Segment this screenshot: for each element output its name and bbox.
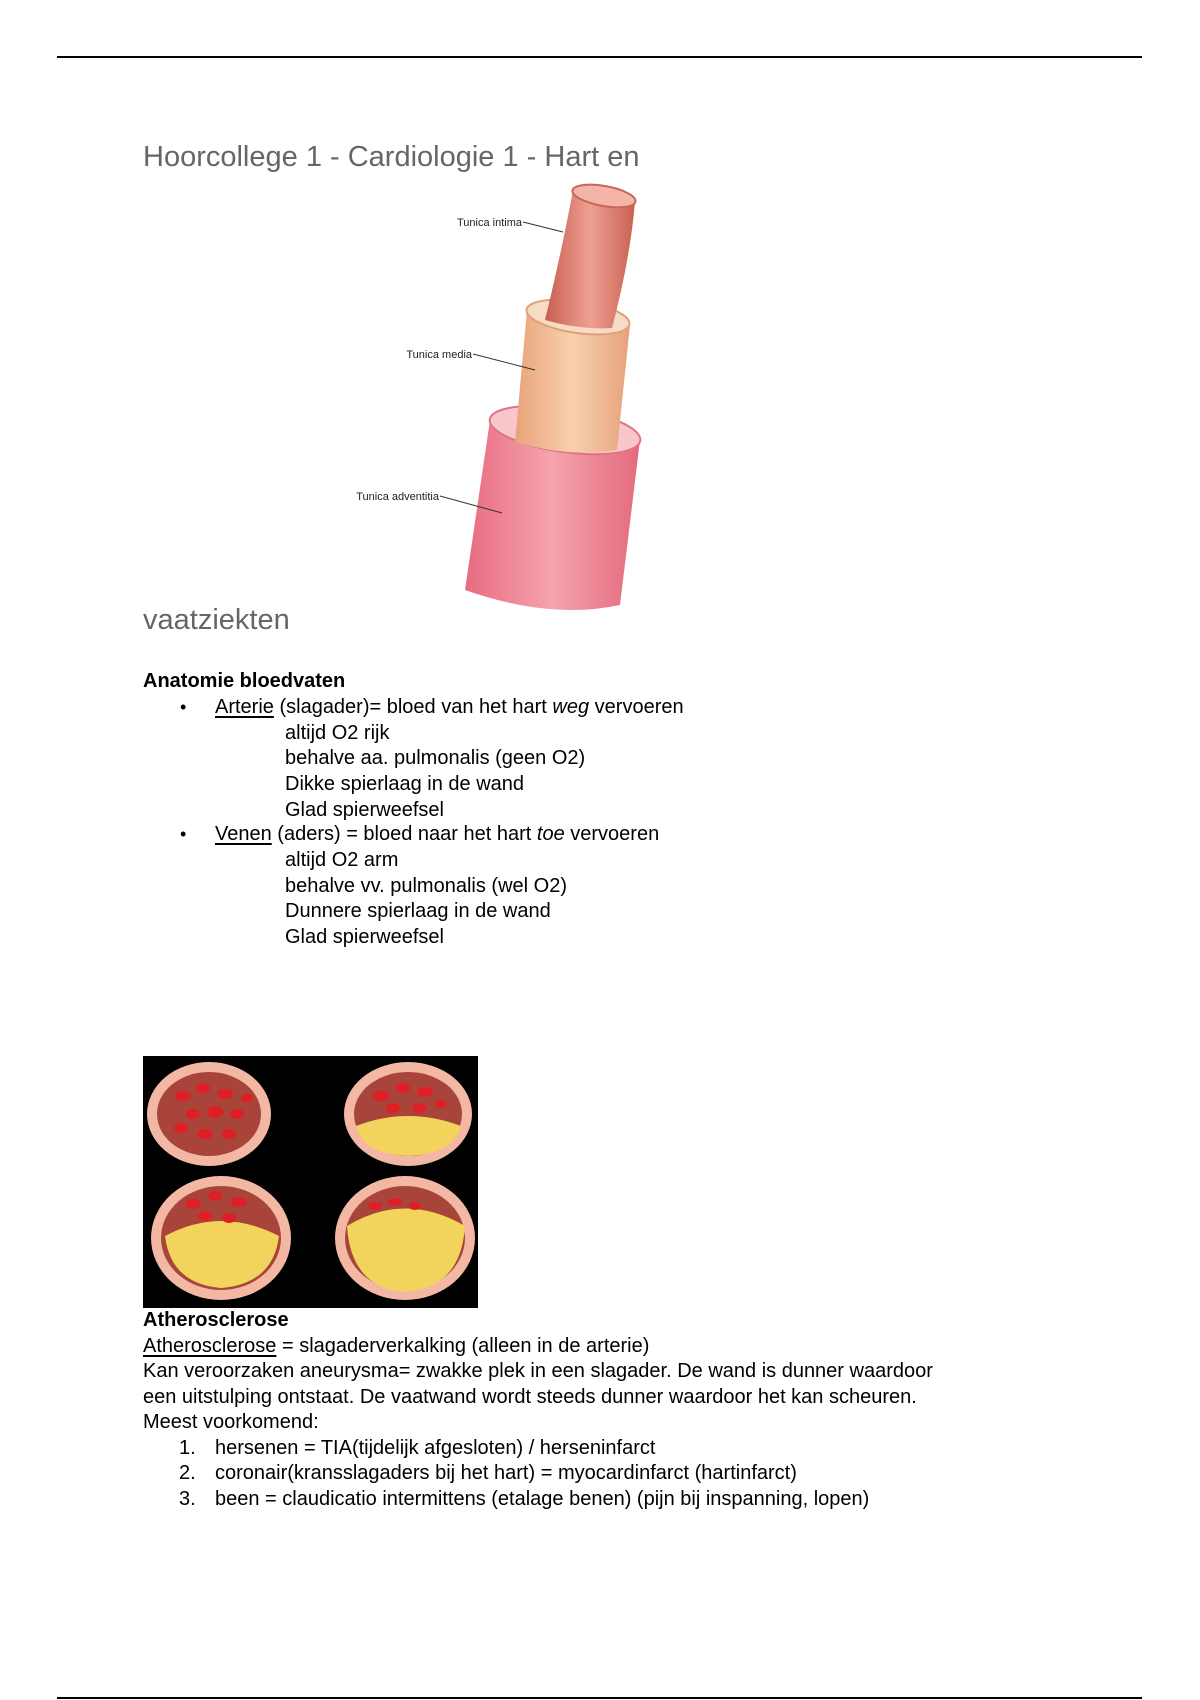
label-tunica-media: Tunica media xyxy=(406,349,472,361)
venen-sub-item: Dunnere spierlaag in de wand xyxy=(285,900,551,922)
vessel-cross-section-mild-plaque xyxy=(344,1062,472,1166)
list-item: been = claudicatio intermittens (etalage benen) (pijn bij inspanning, lopen) xyxy=(215,1488,870,1510)
arterie-sub-item: Glad spierweefsel xyxy=(285,799,444,821)
atherosclerose-definition: Atherosclerose = slagaderverkalking (alleen in de arterie) xyxy=(143,1335,650,1357)
paragraph-line: een uitstulping ontstaat. De vaatwand wordt steeds dunner waardoor het kan scheuren. xyxy=(143,1386,917,1408)
term-arterie: Arterie xyxy=(215,696,274,718)
header-rule xyxy=(57,56,1142,58)
section-heading-anatomy: Anatomie bloedvaten xyxy=(143,670,346,692)
arterie-sub-item: Dikke spierlaag in de wand xyxy=(285,773,525,795)
page-title-line2: vaatziekten xyxy=(143,604,290,636)
vessel-cross-section-moderate-plaque xyxy=(151,1176,291,1300)
vessel-cross-section-healthy xyxy=(147,1062,271,1166)
bullet-marker: • xyxy=(180,824,187,844)
venen-sub-item: Glad spierweefsel xyxy=(285,926,444,948)
bullet-marker: • xyxy=(180,697,187,717)
page-title-line1: Hoorcollege 1 - Cardiologie 1 - Hart en xyxy=(143,141,640,173)
list-number: 2. xyxy=(179,1462,196,1484)
intima-leader-line xyxy=(523,222,563,232)
arterie-sub-item: altijd O2 rijk xyxy=(285,722,390,744)
list-number: 1. xyxy=(179,1437,196,1459)
atherosclerosis-stages-image xyxy=(143,1056,478,1308)
label-tunica-intima: Tunica intima xyxy=(456,217,522,229)
section-heading-atherosclerose: Atherosclerose xyxy=(143,1309,289,1331)
term-venen: Venen xyxy=(215,823,272,845)
list-number: 3. xyxy=(179,1488,196,1510)
list-item: hersenen = TIA(tijdelijk afgesloten) / herseninfarct xyxy=(215,1437,656,1459)
blood-vessel-layers-figure xyxy=(330,180,670,620)
footer-rule xyxy=(57,1697,1142,1699)
arterie-sub-item: behalve aa. pulmonalis (geen O2) xyxy=(285,747,586,769)
venen-sub-item: behalve vv. pulmonalis (wel O2) xyxy=(285,875,567,897)
arterie-definition: Arterie (slagader)= bloed van het hart weg vervoeren xyxy=(215,696,684,718)
vessel-cross-section-severe-plaque xyxy=(335,1176,475,1300)
term-atherosclerose: Atherosclerose xyxy=(143,1335,277,1357)
paragraph-line: Kan veroorzaken aneurysma= zwakke plek in een slagader. De wand is dunner waardoor xyxy=(143,1360,933,1382)
paragraph-line: Meest voorkomend: xyxy=(143,1411,319,1433)
tunica-intima-shape xyxy=(545,181,637,329)
venen-definition: Venen (aders) = bloed naar het hart toe vervoeren xyxy=(215,823,660,845)
list-item: coronair(kransslagaders bij het hart) = myocardinfarct (hartinfarct) xyxy=(215,1462,797,1484)
venen-sub-item: altijd O2 arm xyxy=(285,849,399,871)
label-tunica-adventitia: Tunica adventitia xyxy=(356,491,439,503)
